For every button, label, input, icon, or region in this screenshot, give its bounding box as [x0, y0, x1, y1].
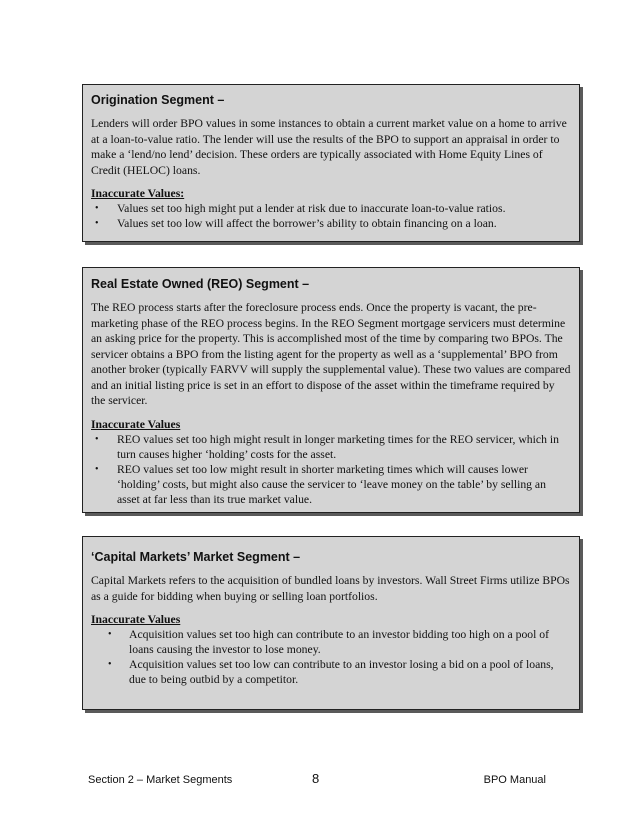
section-subheading: Inaccurate Values — [91, 613, 181, 626]
bullet-icon: • — [108, 659, 112, 670]
list-item — [91, 216, 571, 231]
bullet-list — [91, 627, 571, 687]
section-paragraph: Lenders will order BPO values in some instances to obtain a current market value on a home to arrive at a loan-to-value ratio. The lender will use the results of the BPO to support an appraisal in order to make a ‘lend/no lend’ decision. These orders are typically associated with Home Equity Lines of Credit (HELOC) loans. — [91, 117, 567, 177]
list-item-text: Values set too low will affect the borrower’s ability to obtain financing on a loan. — [117, 217, 497, 230]
origination-segment-box — [82, 84, 580, 242]
section-heading: Real Estate Owned (REO) Segment – — [91, 277, 310, 291]
section-heading: ‘Capital Markets’ Market Segment – — [91, 550, 301, 564]
list-item — [91, 462, 571, 507]
list-item-text: Values set too high might put a lender at risk due to inaccurate loan-to-value ratios. — [117, 202, 506, 215]
capital-markets-segment-box — [82, 536, 580, 710]
list-item-text: REO values set too high might result in longer marketing times for the REO servicer, which in turn causes higher ‘holding’ costs for the asset. — [117, 432, 559, 461]
footer-section-label: Section 2 – Market Segments — [88, 774, 233, 786]
list-item — [91, 627, 571, 657]
section-subheading: Inaccurate Values — [91, 417, 181, 431]
bullet-icon: • — [95, 463, 99, 475]
bullet-list — [91, 432, 571, 507]
bullet-icon: • — [95, 433, 99, 445]
list-item-text: Acquisition values set too low can contribute to an investor losing a bid on a pool of loans, due to being outbid by a competitor. — [129, 658, 554, 686]
list-item-text: REO values set too low might result in shorter marketing times which will causes lower ‘holding’ costs, but might also cause the servicer to ‘leave money on the table’ by selling an asset at far less than its true market value. — [117, 462, 546, 506]
bullet-icon: • — [95, 218, 99, 229]
section-paragraph: Capital Markets refers to the acquisition of bundled loans by investors. Wall Street Firms utilize BPOs as a guide for bidding when buying or selling loan portfolios. — [91, 574, 570, 603]
bullet-icon: • — [108, 629, 112, 640]
list-item-text: Acquisition values set too high can contribute to an investor bidding too high on a pool of loans causing the investor to lose money. — [129, 628, 550, 656]
list-item — [91, 657, 571, 687]
reo-segment-box — [82, 267, 580, 513]
list-item — [91, 201, 571, 216]
section-paragraph: The REO process starts after the foreclosure process ends. Once the property is vacant, the pre-marketing phase of the REO process begins. In the REO Segment mortgage servicers must determine an asking price for the property. This is accomplished most of the time by comparing two BPOs. The servicer obtains a BPO from the listing agent for the property as well as a ‘supplemental’ BPO from another broker (typically FARVV will supply the supplemental value). These two values are compared and an initial listing price is set in an effort to dispose of the asset within the timeframe required by the servicer. — [91, 301, 571, 407]
list-item — [91, 432, 571, 462]
footer-page-number: 8 — [312, 771, 320, 786]
section-subheading: Inaccurate Values: — [91, 187, 185, 200]
section-heading: Origination Segment – — [91, 93, 225, 107]
bullet-list — [91, 201, 571, 231]
bullet-icon: • — [95, 203, 99, 214]
footer-manual-title: BPO Manual — [483, 774, 546, 786]
